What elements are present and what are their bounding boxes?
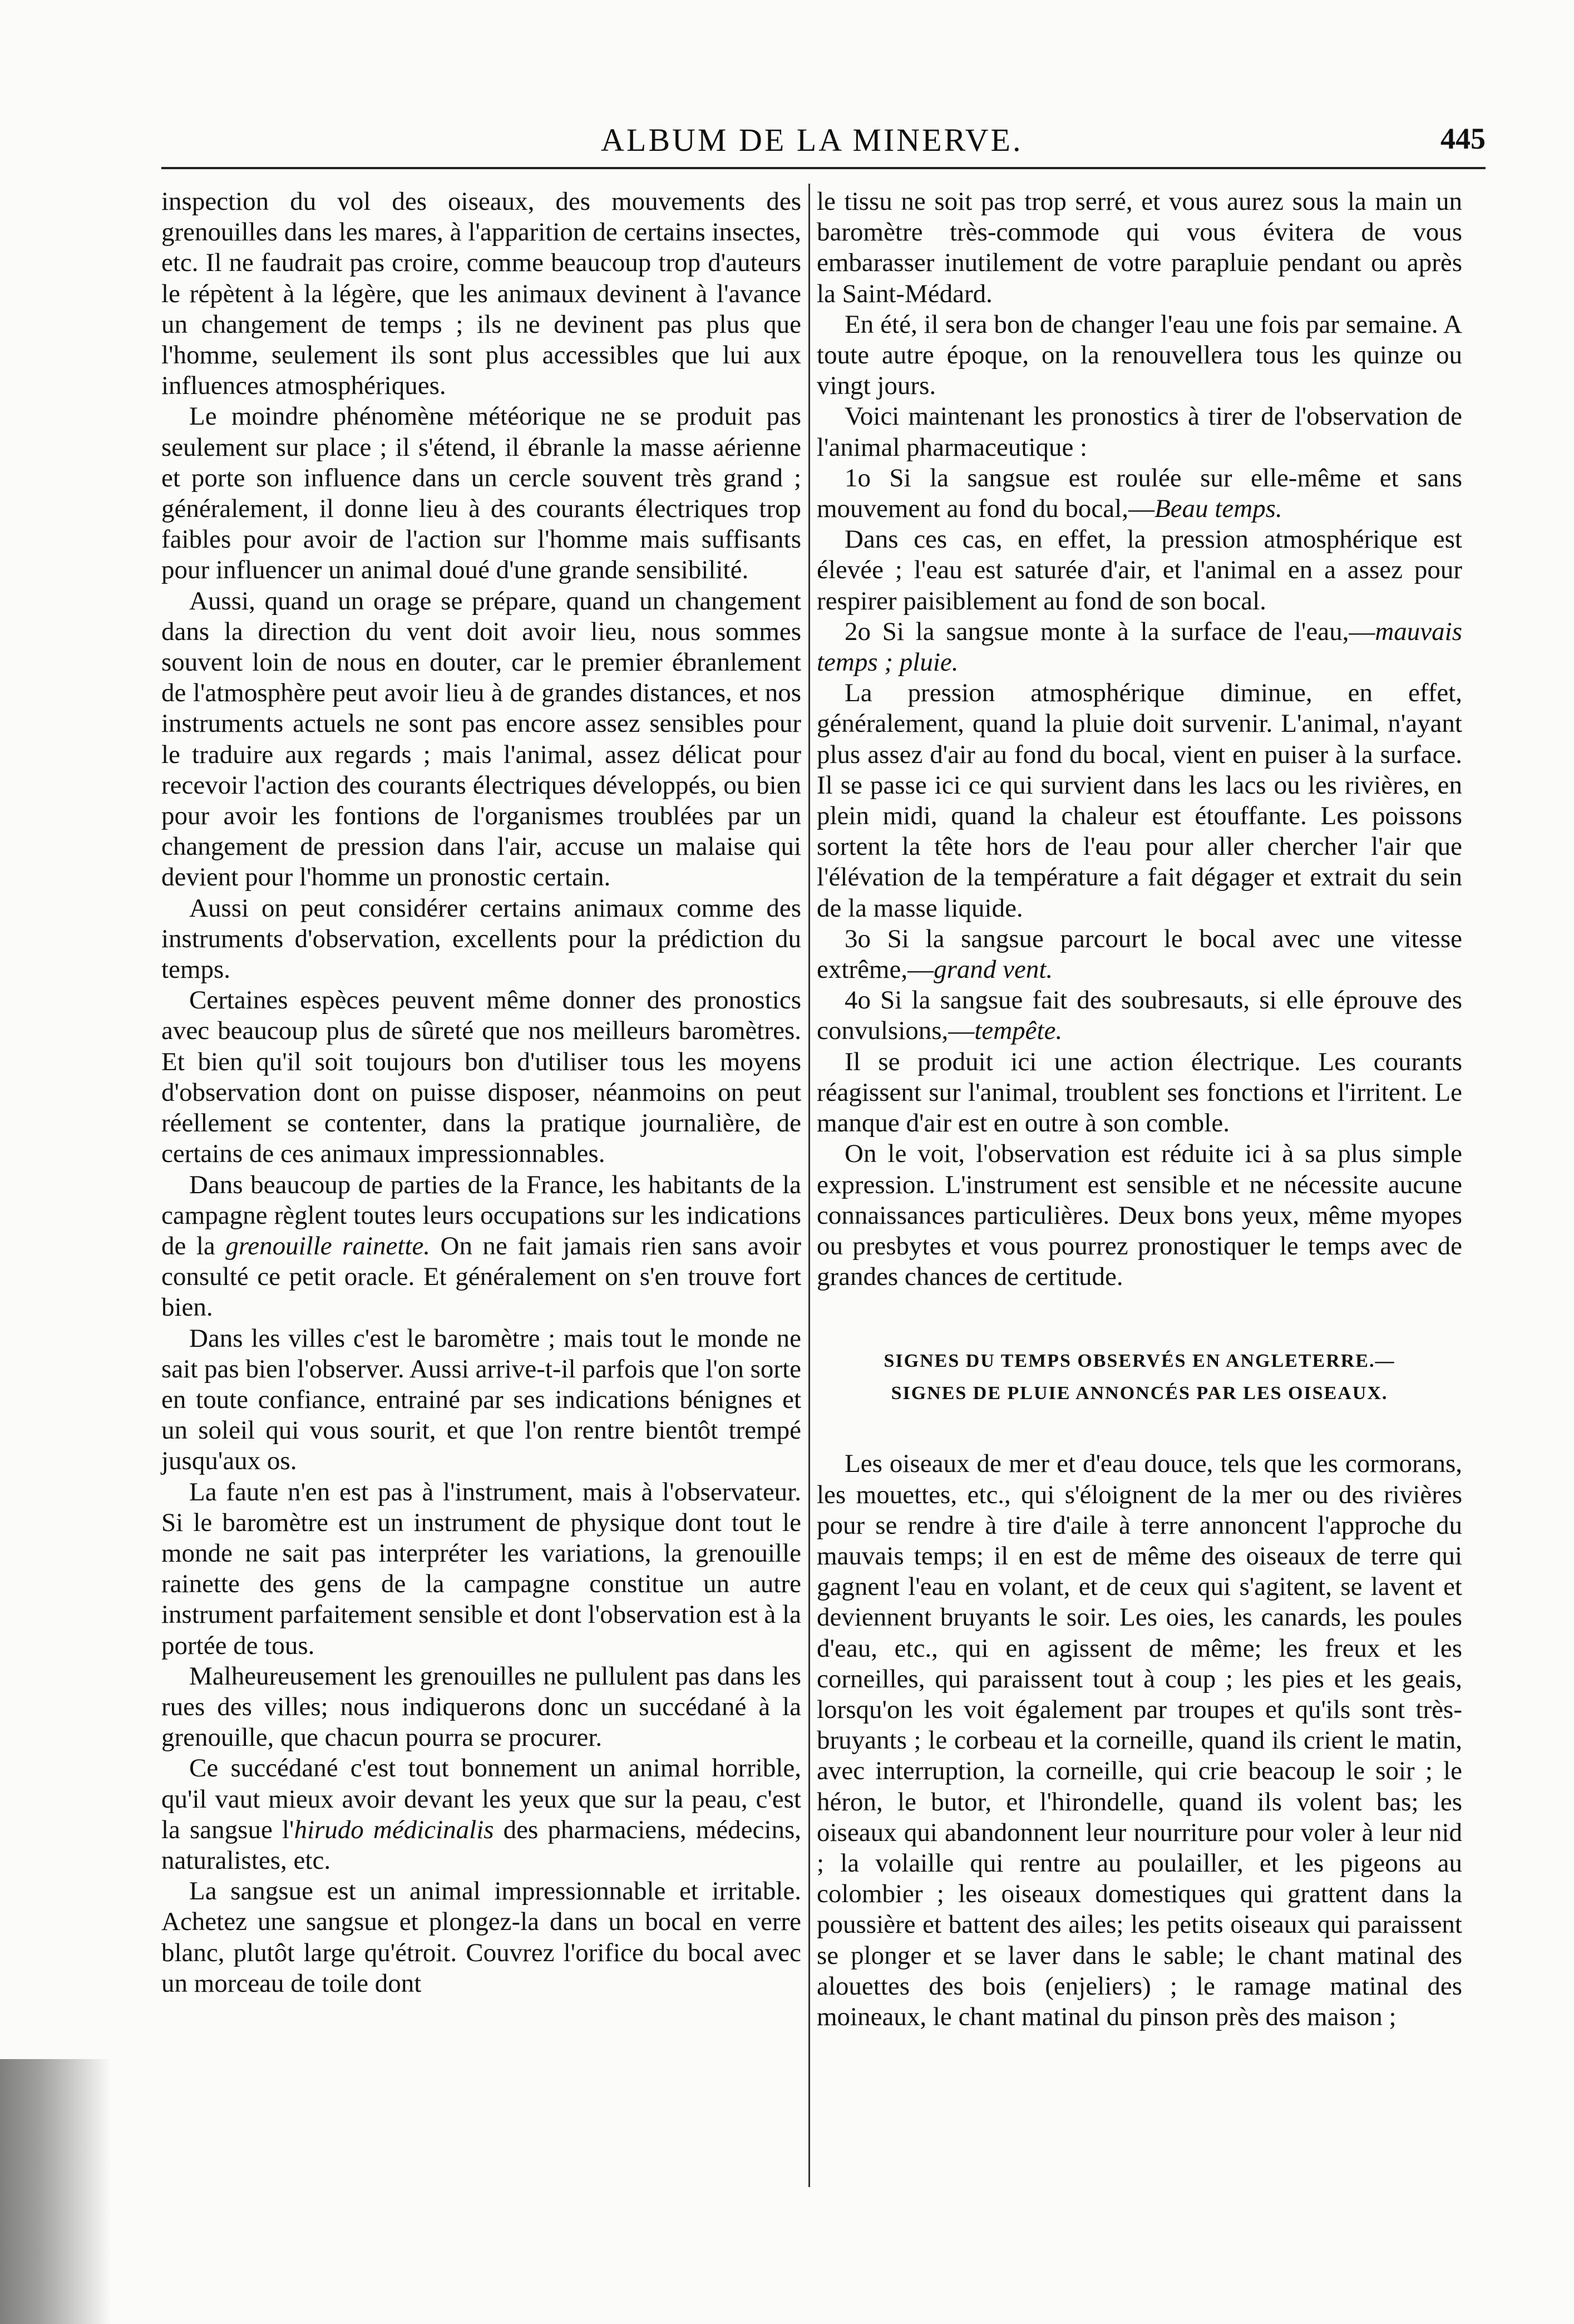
paragraph: Aussi on peut considérer certains animaux comme des instruments d'observation, excellents pour la prédiction du temps. xyxy=(161,893,801,984)
italic-term: hirudo médicinalis xyxy=(294,1815,494,1844)
left-column xyxy=(161,186,801,1999)
paragraph: On le voit, l'observation est réduite ici à sa plus simple expression. L'instrument est sensible et ne nécessite aucune connaissances particulières. Deux bons yeux, même myopes ou presbytes et vous pourrez pronostiquer le temps avec de grandes chances de certitude. xyxy=(817,1139,1462,1292)
running-title: ALBUM DE LA MINERVE. xyxy=(601,122,1023,158)
paragraph: Malheureusement les grenouilles ne pullulent pas dans les rues des villes; nous indiquerons donc un succédané à la grenouille, que chacun pourra se procurer. xyxy=(161,1661,801,1752)
prognostic-4 xyxy=(817,985,1462,1046)
italic-term: grenouille rainette. xyxy=(225,1231,431,1261)
italic-term: mauvais temps ; pluie. xyxy=(817,617,1462,677)
prognostic-2 xyxy=(817,617,1462,678)
italic-term: tempête. xyxy=(974,1016,1063,1046)
paragraph: le tissu ne soit pas trop serré, et vous aurez sous la main un baromètre très-commode qui vous évitera de vous embarasser inutilement de votre parapluie pendant ou après la Saint-Médard. xyxy=(817,187,1462,308)
heading-line: SIGNES DU TEMPS OBSERVÉS EN ANGLETERRE.— xyxy=(884,1351,1395,1372)
scan-edge-shadow xyxy=(0,2059,111,2324)
paragraph: inspection du vol des oiseaux, des mouvements des grenouilles dans les mares, à l'apparition de certains insectes, etc. Il ne faudrait pas croire, comme beaucoup trop d'auteurs le répètent à la légère, que les animaux devinent à l'avance un changement de temps ; ils ne devinent pas plus que l'homme, seulement ils sont plus accessibles que lui aux influences atmosphériques. xyxy=(161,187,801,401)
paragraph-text: 1o Si la sangsue est roulée sur elle-même et sans mouvement au fond du bocal,— xyxy=(817,463,1462,524)
paragraph-text: Ce succédané c'est tout bonnement un animal horrible, qu'il vaut mieux avoir devant les yeux que sur la peau, c'est la sangsue l' xyxy=(161,1754,801,1844)
right-column xyxy=(817,186,1462,2032)
paragraph: Les oiseaux de mer et d'eau douce, tels que les cormorans, les mouettes, etc., qui s'éloignent de la mer ou des rivières pour se rendre à tire d'aile à terre annoncent l'approche du mauvais temps; il en est de même des oiseaux de terre qui gagnent l'eau en volant, et de ceux qui s'agitent, se lavent et deviennent bruyants le soir. Les oies, les canards, les poules d'eau, etc., qui en agissent de même; les freux et les corneilles, qui paraissent tout à coup ; les pies et les geais, lorsqu'on les voit également par troupes et qu'ils sont très-bruyants ; le corbeau et la corneille, quand ils crient le matin, avec interruption, la corneille, qui crie beacoup le soir ; le héron, le butor, et l'hirondelle, quand ils volent bas; les oiseaux qui abandonnent leur nourriture pour voler à leur nid ; la volaille qui rentre au poulailler, et les pigeons au colombier ; les oiseaux domestiques qui grattent dans la poussière et battent des ailes; les petits oiseaux qui paraissent se plonger et se laver dans le sable; le chant matinal des alouettes des bois (enjeliers) ; le ramage matinal des moineaux, le chant matinal du pinson près des maison ; xyxy=(817,1449,1462,2031)
heading-line: SIGNES DE PLUIE ANNONCÉS PAR LES OISEAUX. xyxy=(891,1383,1388,1404)
paragraph-text: des pharmaciens, médecins, naturalistes, etc. xyxy=(161,1815,801,1875)
paragraph-text: On ne fait jamais rien sans avoir consulté ce petit oracle. Et généralement on s'en trouve fort bien. xyxy=(161,1231,802,1322)
paragraph-text: Dans beaucoup de parties de la France, les habitants de la campagne règlent toutes leurs occupations sur les indications de la xyxy=(161,1170,801,1261)
paragraph: Dans les villes c'est le baromètre ; mais tout le monde ne sait pas bien l'observer. Aussi arrive-t-il parfois que l'on sorte en toute confiance, entrainé par ses indications bénignes et un soleil qui vous sourit, et que l'on rentre bientôt trempé jusqu'aux os. xyxy=(161,1323,801,1476)
paragraph: Certaines espèces peuvent même donner des pronostics avec beaucoup plus de sûreté que nos meilleurs baromètres. Et bien qu'il soit toujours bon d'utiliser tous les moyens d'observation dont on puisse disposer, néanmoins on peut réellement se contenter, dans la pratique journalière, de certains de ces animaux impressionnables. xyxy=(161,986,801,1169)
prognostic-1 xyxy=(817,463,1462,524)
column-divider xyxy=(808,184,810,2187)
italic-term: grand vent. xyxy=(934,955,1053,984)
paragraph: Aussi, quand un orage se prépare, quand un changement dans la direction du vent doit avoir lieu, nous sommes souvent loin de nous en douter, car le premier ébranlement de l'atmosphère peut avoir lieu à de grandes distances, et nos instruments actuels ne sont pas encore assez sensibles pour le traduire aux regards ; mais l'animal, assez délicat pour recevoir l'action des courants électriques développés, ou bien pour avoir les fontions de l'organismes troublées par un changement de pression dans l'air, accuse un malaise qui devient pour l'homme un pronostic certain. xyxy=(161,586,801,892)
paragraph: La sangsue est un animal impressionnable et irritable. Achetez une sangsue et plongez-la dans un bocal en verre blanc, plutôt large qu'étroit. Couvrez l'orifice du bocal avec un morceau de toile dont xyxy=(161,1877,801,1998)
paragraph: La pression atmosphérique diminue, en effet, généralement, quand la pluie doit survenir. L'animal, n'ayant plus assez d'air au fond du bocal, vient en puiser à la surface. Il se passe ici ce qui survient dans les lacs ou les rivières, en plein midi, quand la chaleur est étouffante. Les poissons sortent la tête hors de l'eau pour aller chercher l'air que l'élévation de la température a fait dégager et extrait du sein de la masse liquide. xyxy=(817,678,1462,923)
page-number: 445 xyxy=(1440,122,1486,155)
paragraph-text: 3o Si la sangsue parcourt le bocal avec une vitesse extrême,— xyxy=(817,924,1462,984)
paragraph-frog xyxy=(161,1170,801,1323)
italic-term: Beau temps. xyxy=(1154,494,1282,524)
paragraph: Dans ces cas, en effet, la pression atmosphérique est élevée ; l'eau est saturée d'air, et l'animal en a assez pour respirer paisiblement au fond de son bocal. xyxy=(817,525,1462,616)
page-header xyxy=(161,121,1486,171)
paragraph: En été, il sera bon de changer l'eau une fois par semaine. A toute autre époque, on la renouvellera tous les quinze ou vingt jours. xyxy=(817,309,1462,401)
paragraph: Voici maintenant les pronostics à tirer de l'observation de l'animal pharmaceutique : xyxy=(817,402,1462,462)
section-heading xyxy=(817,1345,1462,1410)
prognostic-3 xyxy=(817,924,1462,985)
paragraph-leech xyxy=(161,1753,801,1876)
paragraph-text: 4o Si la sangsue fait des soubresauts, si elle éprouve des convulsions,— xyxy=(817,986,1462,1046)
paragraph: Le moindre phénomène météorique ne se produit pas seulement sur place ; il s'étend, il ébranle la masse aérienne et porte son influence dans un cercle souvent très grand ; généralement, il donne lieu à des courants électriques trop faibles pour avoir de l'action sur l'homme mais suffisants pour influencer un animal doué d'une grande sensibilité. xyxy=(161,402,801,585)
paragraph-text: 2o Si la sangsue monte à la surface de l'eau,— xyxy=(845,617,1375,646)
paragraph: La faute n'en est pas à l'instrument, mais à l'observateur. Si le baromètre est un instrument de physique dont tout le monde ne sait pas interpréter les variations, la grenouille rainette des gens de la campagne constitue un autre instrument parfaitement sensible et dont l'observation est à la portée de tous. xyxy=(161,1477,801,1660)
header-rule xyxy=(161,167,1486,169)
paragraph: Il se produit ici une action électrique. Les courants réagissent sur l'animal, troublent ses fonctions et l'irritent. Le manque d'air est en outre à son comble. xyxy=(817,1047,1462,1138)
